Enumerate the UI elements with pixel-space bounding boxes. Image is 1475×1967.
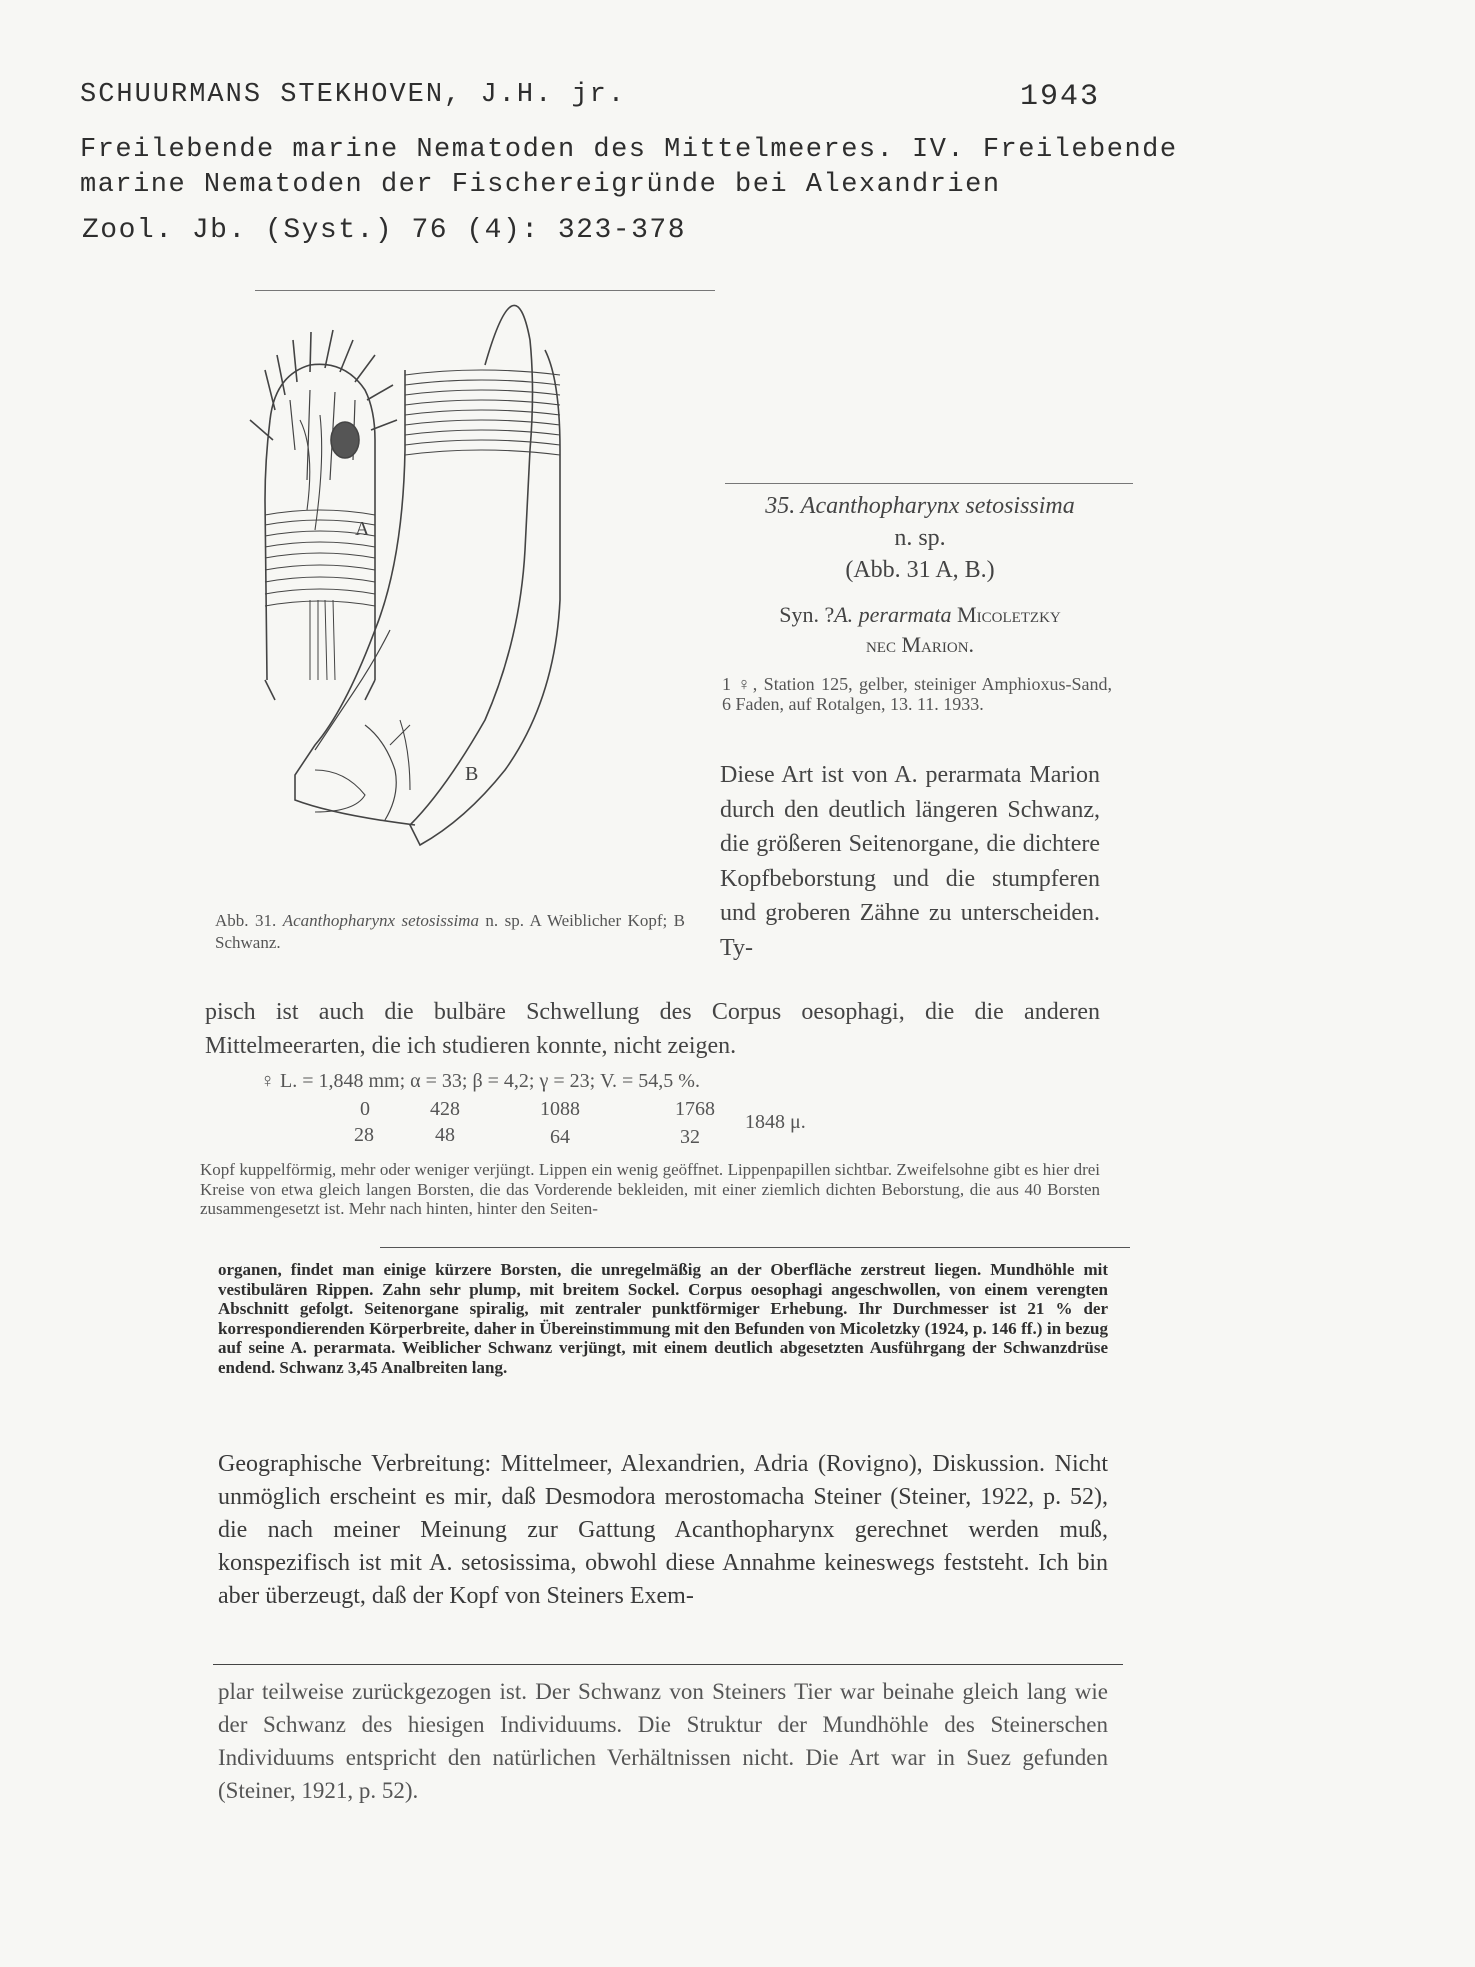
figure-label-b: B	[465, 763, 479, 785]
caption-rest: n. sp. A Weiblicher Kopf; B Schwanz.	[215, 911, 685, 952]
measurements	[260, 1068, 960, 1150]
species-heading-line3: (Abb. 31 A, B.)	[845, 557, 995, 583]
syn-author: Micoletzky	[957, 602, 1061, 627]
diagnosis-paragraph-continued: pisch ist auch die bulbäre Schwellung des Corpus oesophagi, die die anderen Mittelmeerarten, die ich studieren konnte, nicht zeigen.	[205, 999, 1100, 1059]
header-rule	[255, 290, 715, 291]
figure-a-head-drawing	[250, 330, 397, 700]
measure-formula: ♀ L. = 1,848 mm; α = 33; β = 4,2; γ = 23; V. = 54,5 %.	[260, 1070, 700, 1092]
caption-species: Acanthopharynx setosissima	[282, 911, 479, 930]
author-line: SCHUURMANS STEKHOVEN, J.H. jr.	[80, 80, 627, 110]
synonymy	[720, 600, 1120, 660]
measure-cell: 48	[435, 1124, 455, 1146]
discussion-paragraph: plar teilweise zurückgezogen ist. Der Schwanz von Steiners Tier war beinahe gleich lang wie der Schwanz des hiesigen Individuums. Die Struktur der Mundhöhle des Steinerschen Individuums entspricht den natürlichen Verhältnissen nicht. Die Art war in Suez gefunden (Steiner, 1921, p. 52).	[218, 1679, 1108, 1803]
species-heading-line2: n. sp.	[894, 525, 946, 551]
species-heading	[720, 490, 1120, 586]
section-rule	[725, 483, 1133, 484]
measure-cell: 32	[680, 1126, 700, 1148]
measure-total: 1848 μ.	[745, 1111, 806, 1133]
measure-cell: 1768	[675, 1098, 715, 1120]
measure-cell: 64	[550, 1126, 570, 1148]
syn-line2: nec Marion.	[865, 632, 975, 657]
measure-cell: 428	[430, 1098, 460, 1120]
title-line-2: marine Nematoden der Fischereigründe bei Alexandrien	[80, 170, 1001, 200]
measure-cell: 1088	[540, 1098, 580, 1120]
description-paragraph-1: Kopf kuppelförmig, mehr oder weniger verjüngt. Lippen ein wenig geöffnet. Lippenpapillen sichtbar. Zweifelsohne gibt es hier drei Kreise von etwa gleich langen Borsten, die das Vorderende bekleiden, mit einer ziemlich dichten Beborstung, die aus 40 Borsten zusammengesetzt ist. Mehr nach hinten, hinter den Seiten-	[200, 1160, 1100, 1219]
species-heading-line1: 35. Acanthopharynx setosissima	[765, 493, 1075, 519]
title-line-1: Freilebende marine Nematoden des Mittelmeeres. IV. Freilebende	[80, 135, 1178, 165]
caption-prefix: Abb. 31.	[215, 911, 277, 930]
description-paragraph-2: organen, findet man einige kürzere Borsten, die unregelmäßig an der Oberfläche zerstreut liegen. Mundhöhle mit vestibulären Rippen. Zahn sehr plump, mit breitem Sockel. Corpus oesophagi angeschwollen, von einem verengten Abschnitt gefolgt. Seitenorgane spiralig, mit zentraler punktförmiger Erhebung. Ihr Durchmesser ist 21 % der korrespondierenden Körperbreite, daher in Übereinstimmung mit den Befunden von Micoletzky (1924, p. 146 ff.) in bezug auf seine A. perarmata. Weiblicher Schwanz verjüngt, mit einem deutlich abgesetzten Ausführgang der Schwanzdrüse endend. Schwanz 3,45 Analbreiten lang.	[218, 1260, 1108, 1377]
syn-prefix: Syn. ?	[779, 602, 835, 627]
syn-species: A. perarmata	[834, 602, 952, 627]
measure-cell: 0	[360, 1098, 370, 1120]
measure-cell: 28	[354, 1124, 374, 1146]
description-underline	[380, 1247, 1130, 1248]
distribution-paragraph: Geographische Verbreitung: Mittelmeer, Alexandrien, Adria (Rovigno), Diskussion. Nicht unmöglich erscheint es mir, daß Desmodora merostomacha Steiner (Steiner, 1922, p. 52), die nach meiner Meinung zur Gattung Acanthopharynx gerechnet werden muß, konspezifisch ist mit A. setosissima, obwohl diese Annahme keineswegs feststeht. Ich bin aber überzeugt, daß der Kopf von Steiners Exem-	[218, 1451, 1108, 1609]
diagnosis-paragraph: Diese Art ist von A. perarmata Marion durch den deutlich längeren Schwanz, die größeren Seitenorgane, die dichtere Kopfbeborstung und die stumpferen und groberen Zähne zu unterscheiden. Ty-	[720, 762, 1100, 961]
page-break-rule	[213, 1664, 1123, 1665]
year: 1943	[1020, 80, 1101, 114]
material-examined: 1 ♀, Station 125, gelber, steiniger Amphioxus-Sand, 6 Faden, auf Rotalgen, 13. 11. 1933.	[722, 674, 1112, 714]
figure-label-a: A	[355, 518, 370, 540]
figure-caption	[215, 910, 685, 954]
journal-citation: Zool. Jb. (Syst.) 76 (4): 323-378	[82, 215, 686, 246]
figure-b-tail-drawing	[295, 305, 560, 845]
nematode-figure	[215, 300, 720, 900]
